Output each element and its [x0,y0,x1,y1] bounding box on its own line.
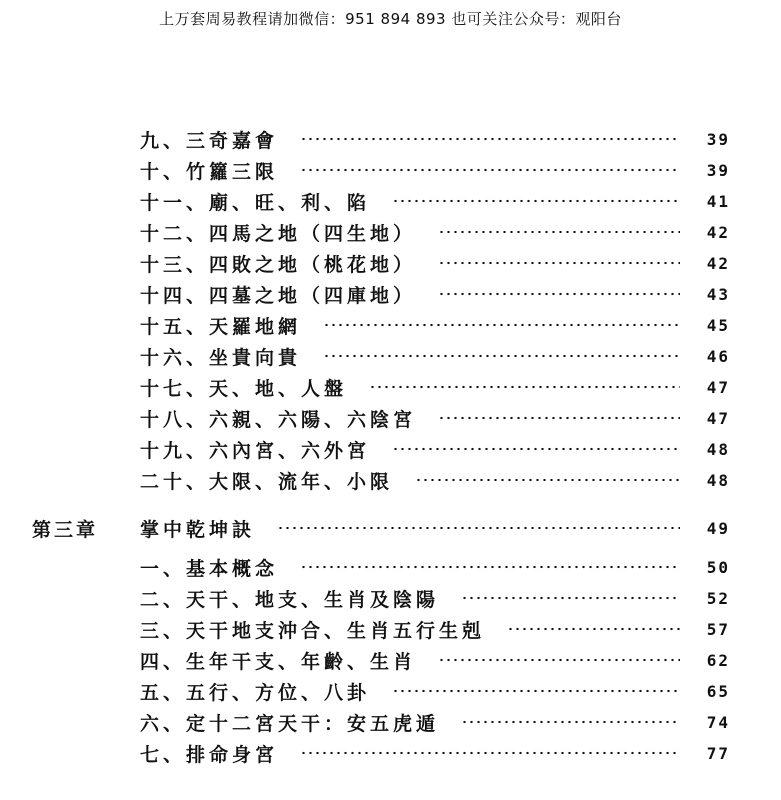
toc-entry-page: 65 [706,681,730,701]
toc-entry-title: 七、排命身宮 [140,743,279,766]
toc-entry-page: 74 [706,712,730,732]
toc-entry[interactable] [140,251,730,275]
toc-entry-title: 十、竹籮三限 [140,160,279,183]
dot-leader [461,596,680,600]
toc-entry-title: 五、五行、方位、八卦 [140,681,371,704]
chapter-label: 第三章 [32,518,99,541]
toc-entry[interactable] [140,586,730,610]
dot-leader [438,416,680,420]
toc-entry-title: 九、三奇嘉會 [140,129,279,152]
toc-entry[interactable] [140,468,730,492]
toc-entry-page: 57 [706,619,730,639]
toc-entry-page: 50 [706,557,730,577]
toc-entry[interactable] [140,313,730,337]
toc-entry-page: 41 [706,191,730,211]
toc-entry[interactable] [140,158,730,182]
toc-entry[interactable] [140,437,730,461]
chapter-page: 49 [706,518,730,538]
toc-chapter-entry[interactable] [32,516,730,540]
toc-entry-page: 47 [706,408,730,428]
toc-entry[interactable] [140,127,730,151]
toc-entry-page: 77 [706,743,730,763]
toc-entry-title: 十一、廟、旺、利、陷 [140,191,371,214]
toc-entry[interactable] [140,710,730,734]
dot-leader [300,137,680,141]
dot-leader [300,168,680,172]
toc-entry-page: 45 [706,315,730,335]
chapter-title: 掌中乾坤訣 [140,518,256,541]
dot-leader [392,689,680,693]
toc-entry[interactable] [140,406,730,430]
dot-leader [438,292,680,296]
toc-entry-title: 四、生年干支、年齡、生肖 [140,650,417,673]
toc-entry-title: 十九、六內宮、六外宮 [140,439,371,462]
toc-entry-title: 十三、四敗之地（桃花地） [140,253,417,276]
toc-entry-title: 十二、四馬之地（四生地） [140,222,417,245]
toc-entry[interactable] [140,344,730,368]
dot-leader [277,526,680,530]
dot-leader [438,230,680,234]
toc-entry-page: 47 [706,377,730,397]
toc-entry[interactable] [140,282,730,306]
toc-entry-title: 一、基本概念 [140,557,279,580]
dot-leader [300,565,680,569]
toc-entry[interactable] [140,741,730,765]
toc-entry-page: 43 [706,284,730,304]
page-header: 上万套周易教程请加微信：951 894 893 也可关注公众号：观阳台 [159,10,622,28]
toc-entry-title: 二十、大限、流年、小限 [140,470,394,493]
toc-entry[interactable] [140,679,730,703]
toc-entry-page: 46 [706,346,730,366]
toc-entry[interactable] [140,220,730,244]
toc-entry[interactable] [140,617,730,641]
toc-entry-title: 三、天干地支沖合、生肖五行生剋 [140,619,486,642]
dot-leader [392,199,680,203]
dot-leader [415,478,680,482]
toc-entry-title: 十四、四墓之地（四庫地） [140,284,417,307]
toc-entry-page: 39 [706,160,730,180]
toc-entry-title: 十七、天、地、人盤 [140,377,348,400]
dot-leader [300,751,680,755]
toc-entry-title: 二、天干、地支、生肖及陰陽 [140,588,440,611]
toc-entry-page: 42 [706,222,730,242]
dot-leader [507,627,680,631]
toc-entry-title: 十八、六親、六陽、六陰宮 [140,408,417,431]
dot-leader [323,323,680,327]
toc-entry[interactable] [140,648,730,672]
toc-entry-page: 52 [706,588,730,608]
dot-leader [461,720,680,724]
dot-leader [438,658,680,662]
dot-leader [323,354,680,358]
toc-entry-title: 六、定十二宮天干：安五虎遁 [140,712,440,735]
toc-entry-page: 42 [706,253,730,273]
toc-entry[interactable] [140,189,730,213]
dot-leader [369,385,680,389]
toc-entry-page: 62 [706,650,730,670]
toc-entry-page: 48 [706,439,730,459]
toc-entry[interactable] [140,375,730,399]
toc-entry-title: 十六、坐貴向貴 [140,346,302,369]
toc-entry-page: 48 [706,470,730,490]
dot-leader [392,447,680,451]
toc-entry[interactable] [140,555,730,579]
toc-entry-page: 39 [706,129,730,149]
dot-leader [438,261,680,265]
toc-entry-title: 十五、天羅地網 [140,315,302,338]
